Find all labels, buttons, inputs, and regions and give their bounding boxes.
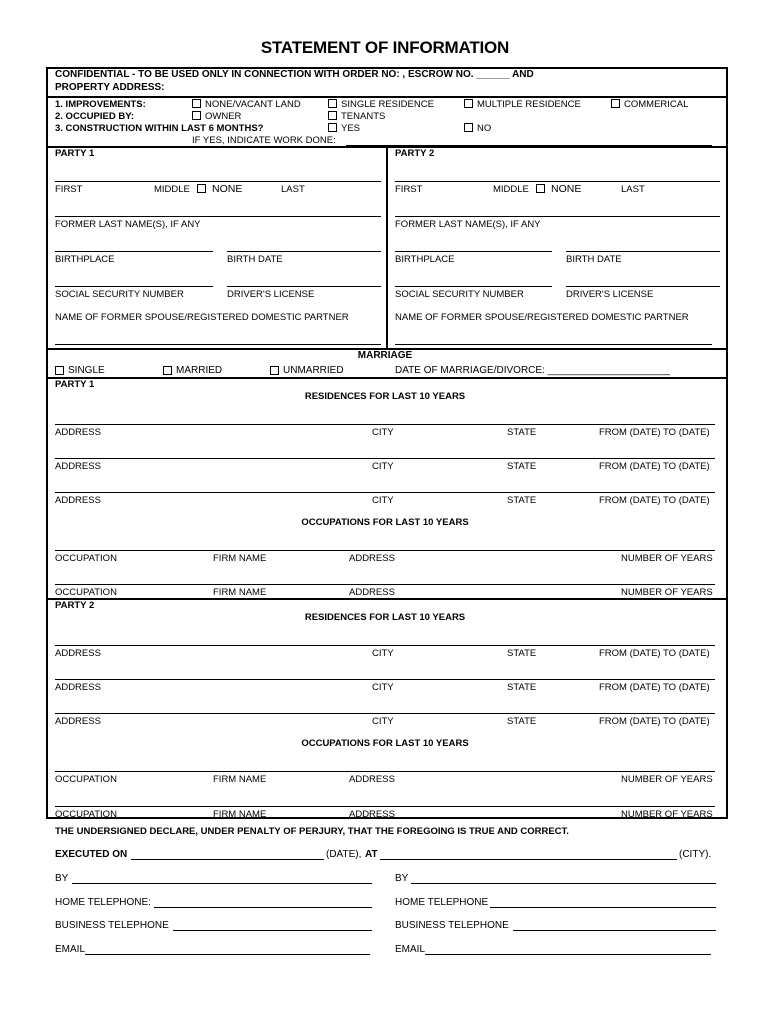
p1-birthplace-field[interactable] — [55, 251, 213, 252]
tenants-checkbox[interactable] — [328, 111, 337, 120]
p2-res3-dates: FROM (DATE) TO (DATE) — [599, 716, 710, 727]
owner-checkbox[interactable] — [192, 111, 201, 120]
p2-res2-address: ADDRESS — [55, 682, 101, 693]
p1-res1-state: STATE — [507, 427, 537, 438]
p1-occupations-title: OCCUPATIONS FOR LAST 10 YEARS — [301, 517, 469, 528]
p2-former-last-label: FORMER LAST NAME(S), IF ANY — [395, 219, 541, 230]
p2-former-spouse-field[interactable] — [395, 344, 712, 345]
p1-former-spouse-label: NAME OF FORMER SPOUSE/REGISTERED DOMESTIC PARTNER — [55, 312, 349, 323]
p1-by-field[interactable] — [72, 883, 372, 884]
p2-res1-dates: FROM (DATE) TO (DATE) — [599, 648, 710, 659]
p2-birthplace-label: BIRTHPLACE — [395, 254, 455, 265]
p2-occ1-occupation: OCCUPATION — [55, 774, 117, 785]
p1-res2-address: ADDRESS — [55, 461, 101, 472]
p2-res2-field[interactable] — [55, 679, 715, 680]
p2-res2-state: STATE — [507, 682, 537, 693]
p2-occ2-field[interactable] — [55, 806, 715, 807]
p1-last-label: LAST — [281, 184, 305, 195]
p2-birth-date-label: BIRTH DATE — [566, 254, 622, 265]
p1-res2-city: CITY — [372, 461, 394, 472]
p2-business-tel-label: BUSINESS TELEPHONE — [395, 920, 509, 931]
p1-occ2-years: NUMBER OF YEARS — [621, 587, 713, 598]
p1-occ1-firm: FIRM NAME — [213, 553, 267, 564]
p2-occupations-title: OCCUPATIONS FOR LAST 10 YEARS — [301, 738, 469, 749]
p1-occ2-occupation: OCCUPATION — [55, 587, 117, 598]
single-checkbox[interactable] — [55, 366, 64, 375]
unmarried-checkbox[interactable] — [270, 366, 279, 375]
p2-res3-state: STATE — [507, 716, 537, 727]
p2-birthplace-field[interactable] — [395, 251, 552, 252]
married-label: MARRIED — [176, 365, 223, 376]
p1-by-label: BY — [55, 873, 69, 884]
marriage-date-field[interactable]: DATE OF MARRIAGE/DIVORCE: ______________________ — [395, 365, 670, 376]
p2-license-field[interactable] — [566, 286, 720, 287]
p2-occ1-address: ADDRESS — [349, 774, 395, 785]
marriage-heading: MARRIAGE — [357, 350, 413, 361]
declaration-statement: THE UNDERSIGNED DECLARE, UNDER PENALTY OF PERJURY, THAT THE FOREGOING IS TRUE AND CORRECT. — [55, 826, 569, 837]
p1-business-tel-label: BUSINESS TELEPHONE — [55, 920, 169, 931]
construction-no-checkbox[interactable] — [464, 123, 473, 132]
confidential-line: CONFIDENTIAL - TO BE USED ONLY IN CONNECTION WITH ORDER NO: , ESCROW NO. ______ AND — [55, 69, 534, 80]
p2-res3-city: CITY — [372, 716, 394, 727]
occupied-by-label: 2. OCCUPIED BY: — [55, 111, 135, 122]
p2-name-field[interactable] — [395, 181, 720, 182]
p1-occ1-field[interactable] — [55, 550, 715, 551]
executed-city-field[interactable] — [380, 859, 677, 860]
p1-res1-field[interactable] — [55, 424, 715, 425]
unmarried-label: UNMARRIED — [283, 365, 344, 376]
construction-label: 3. CONSTRUCTION WITHIN LAST 6 MONTHS? — [55, 123, 264, 134]
p2-occ2-firm: FIRM NAME — [213, 809, 267, 820]
property-address-label: PROPERTY ADDRESS: — [55, 82, 165, 93]
p1-former-last-label: FORMER LAST NAME(S), IF ANY — [55, 219, 201, 230]
none-vacant-checkbox[interactable] — [192, 99, 201, 108]
p2-res3-field[interactable] — [55, 713, 715, 714]
history-party2-heading: PARTY 2 — [55, 600, 95, 611]
p1-former-last-field[interactable] — [55, 216, 381, 217]
city-label: (CITY). — [679, 849, 712, 860]
p1-license-label: DRIVER'S LICENSE — [227, 289, 315, 300]
p1-former-spouse-field[interactable] — [55, 344, 381, 345]
p1-res3-dates: FROM (DATE) TO (DATE) — [599, 495, 710, 506]
p1-first-label: FIRST — [55, 184, 83, 195]
p1-res3-address: ADDRESS — [55, 495, 101, 506]
p2-residences-title: RESIDENCES FOR LAST 10 YEARS — [304, 612, 466, 623]
p2-birth-date-field[interactable] — [566, 251, 720, 252]
at-label: AT — [365, 849, 378, 860]
construction-yes-label: YES — [341, 123, 361, 134]
p2-last-label: LAST — [621, 184, 645, 195]
p2-former-spouse-label: NAME OF FORMER SPOUSE/REGISTERED DOMESTIC PARTNER — [395, 312, 689, 323]
p2-res3-address: ADDRESS — [55, 716, 101, 727]
header-divider — [46, 96, 728, 98]
p1-residences-title: RESIDENCES FOR LAST 10 YEARS — [304, 391, 466, 402]
p1-name-field[interactable] — [55, 181, 381, 182]
party2-heading: PARTY 2 — [395, 148, 435, 159]
single-residence-checkbox[interactable] — [328, 99, 337, 108]
date-label: (DATE), — [326, 849, 362, 860]
p2-none-checkbox[interactable] — [536, 184, 545, 193]
p1-res2-state: STATE — [507, 461, 537, 472]
p1-email-label: EMAIL — [55, 944, 86, 955]
p1-occ1-years: NUMBER OF YEARS — [621, 553, 713, 564]
p2-first-label: FIRST — [395, 184, 423, 195]
p2-ssn-label: SOCIAL SECURITY NUMBER — [395, 289, 524, 300]
p1-middle-label: MIDDLE — [154, 184, 190, 195]
p2-license-label: DRIVER'S LICENSE — [566, 289, 654, 300]
p2-email-label: EMAIL — [395, 944, 426, 955]
married-checkbox[interactable] — [163, 366, 172, 375]
construction-yes-checkbox[interactable] — [328, 123, 337, 132]
improvements-label: 1. IMPROVEMENTS: — [55, 99, 146, 110]
single-residence-label: SINGLE RESIDENCE — [341, 99, 434, 110]
p2-res2-dates: FROM (DATE) TO (DATE) — [599, 682, 710, 693]
p1-birthplace-label: BIRTHPLACE — [55, 254, 115, 265]
p1-occ2-firm: FIRM NAME — [213, 587, 267, 598]
p1-business-tel-field[interactable] — [173, 930, 372, 931]
p1-occ2-field[interactable] — [55, 584, 715, 585]
tenants-label: TENANTS — [341, 111, 386, 122]
p2-occ2-address: ADDRESS — [349, 809, 395, 820]
history-party1-heading: PARTY 1 — [55, 379, 95, 390]
p2-by-label: BY — [395, 873, 409, 884]
construction-no-label: NO — [477, 123, 492, 134]
p1-res3-field[interactable] — [55, 492, 715, 493]
single-label: SINGLE — [68, 365, 105, 376]
party1-heading: PARTY 1 — [55, 148, 95, 159]
p1-email-field[interactable] — [85, 954, 370, 955]
p2-home-tel-field[interactable] — [490, 907, 716, 908]
p2-by-field[interactable] — [411, 883, 716, 884]
p2-middle-label: MIDDLE — [493, 184, 529, 195]
p1-res1-address: ADDRESS — [55, 427, 101, 438]
p2-none-label: NONE — [551, 183, 582, 195]
page-title: STATEMENT OF INFORMATION — [260, 38, 510, 57]
p1-res3-city: CITY — [372, 495, 394, 506]
p1-license-field[interactable] — [227, 286, 381, 287]
p1-occ2-address: ADDRESS — [349, 587, 395, 598]
executed-on-label: EXECUTED ON — [55, 849, 128, 860]
p1-ssn-field[interactable] — [55, 286, 213, 287]
p1-res1-city: CITY — [372, 427, 394, 438]
none-vacant-label: NONE/VACANT LAND — [205, 99, 301, 110]
p2-occ1-field[interactable] — [55, 771, 715, 772]
party-column-divider — [386, 146, 388, 348]
p2-email-field[interactable] — [425, 954, 711, 955]
p1-res3-state: STATE — [507, 495, 537, 506]
p2-res1-address: ADDRESS — [55, 648, 101, 659]
p1-home-tel-label: HOME TELEPHONE: — [55, 897, 151, 908]
p1-home-tel-field[interactable] — [154, 907, 372, 908]
p2-occ1-years: NUMBER OF YEARS — [621, 774, 713, 785]
history-divider — [46, 598, 728, 600]
p1-ssn-label: SOCIAL SECURITY NUMBER — [55, 289, 184, 300]
commercial-label: COMMERICAL — [624, 99, 689, 110]
p2-res1-city: CITY — [372, 648, 394, 659]
p1-occ1-occupation: OCCUPATION — [55, 553, 117, 564]
p2-occ1-firm: FIRM NAME — [213, 774, 267, 785]
p2-res1-field[interactable] — [55, 645, 715, 646]
p1-birth-date-label: BIRTH DATE — [227, 254, 283, 265]
executed-date-field[interactable] — [131, 859, 324, 860]
multiple-residence-checkbox[interactable] — [464, 99, 473, 108]
marriage-divider — [46, 377, 728, 379]
p2-occ2-years: NUMBER OF YEARS — [621, 809, 713, 820]
owner-label: OWNER — [205, 111, 242, 122]
p2-business-tel-field[interactable] — [513, 930, 716, 931]
multiple-residence-label: MULTIPLE RESIDENCE — [477, 99, 581, 110]
p1-none-label: NONE — [212, 183, 243, 195]
p2-res2-city: CITY — [372, 682, 394, 693]
p1-res2-dates: FROM (DATE) TO (DATE) — [599, 461, 710, 472]
p2-occ2-occupation: OCCUPATION — [55, 809, 117, 820]
p1-none-checkbox[interactable] — [197, 184, 206, 193]
p2-res1-state: STATE — [507, 648, 537, 659]
work-done-label: IF YES, INDICATE WORK DONE: — [192, 135, 336, 146]
p2-ssn-field[interactable] — [395, 286, 552, 287]
p1-res1-dates: FROM (DATE) TO (DATE) — [599, 427, 710, 438]
p2-former-last-field[interactable] — [395, 216, 720, 217]
commercial-checkbox[interactable] — [611, 99, 620, 108]
p1-res2-field[interactable] — [55, 458, 715, 459]
p1-birth-date-field[interactable] — [227, 251, 381, 252]
p2-home-tel-label: HOME TELEPHONE — [395, 897, 489, 908]
p1-occ1-address: ADDRESS — [349, 553, 395, 564]
